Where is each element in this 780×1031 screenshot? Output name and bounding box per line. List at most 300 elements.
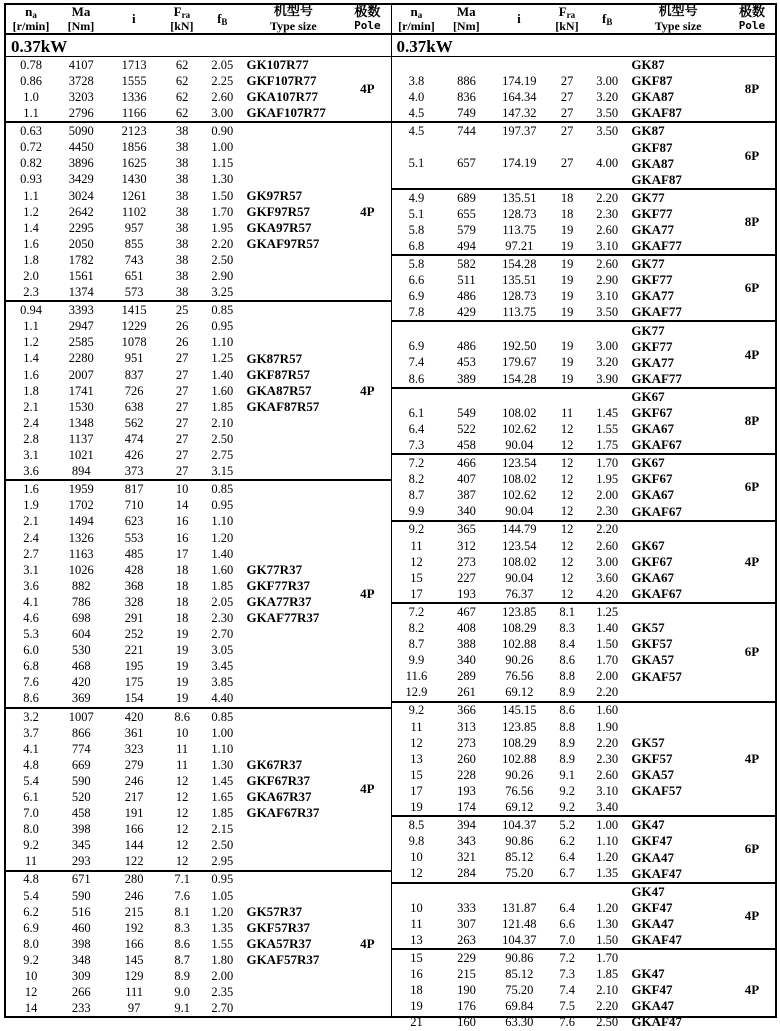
column-header-fb-symbol: $f_B$ [217,10,228,27]
column-header-type-unit: Type size [654,18,702,33]
cell-na: 2.3 [23,285,39,300]
cell-na: 13 [410,751,423,766]
cell-ma: 343 [457,834,476,849]
cell-i: 1856 [121,140,147,155]
cell-na: 9.2 [23,838,39,853]
cell-ma: 494 [457,238,476,253]
cell-ma: 215 [457,966,476,981]
cell-na: 19 [410,800,423,814]
cell-fra: 8.3 [559,620,575,635]
table-row [6,447,242,463]
type-and-pole-columns [242,123,390,300]
type-size-label: GKA57 [631,652,674,668]
type-size-label: GKF87 [631,139,673,155]
data-block [392,190,776,256]
cell-i: 361 [124,725,144,740]
cell-fra: 18 [560,190,574,205]
table-row [392,982,628,998]
type-size-list [627,389,729,453]
type-size-column [242,709,344,870]
type-size-list [627,322,729,386]
type-size-label: GKF47 [631,899,673,915]
cell-na: 6.1 [408,405,425,420]
cell-ma: 2050 [68,236,94,251]
numeric-columns [392,703,628,816]
cell-na: 3.1 [23,448,39,463]
column-header-type-symbol: 机型号 [658,4,698,19]
column-header-ma [441,5,491,33]
cell-ma: 387 [457,488,476,503]
table-row [6,642,242,658]
table-row [392,849,628,865]
table-row [392,123,628,139]
cell-fb: 3.00 [596,73,619,88]
cell-ma: 774 [71,741,91,756]
type-and-pole-columns [627,57,775,121]
cell-ma: 1007 [68,709,94,724]
cell-ma: 590 [71,888,91,903]
column-header-pole-symbol: 极数 [354,4,381,20]
cell-i: 164.34 [502,89,537,104]
numeric-columns [392,322,628,386]
cell-ma: 398 [71,936,91,951]
cell-i: 97 [127,1001,141,1016]
pole-count-label: 6P [744,147,760,163]
cell-fb: 2.90 [211,269,234,283]
table-row [392,206,628,222]
cell-i: 1713 [121,57,147,72]
cell-na: 8.2 [408,472,425,487]
cell-fb: 1.40 [211,367,234,382]
table-row [392,105,628,121]
type-size-label: GKF57 [631,750,673,766]
type-and-pole-columns [627,950,775,1030]
type-size-label: GK47 [631,966,665,982]
column-header-fra [162,5,202,33]
cell-na: 7.3 [408,437,425,452]
cell-ma: 263 [457,932,476,947]
numeric-columns [392,884,628,948]
cell-ma: 671 [71,872,91,887]
cell-ma: 698 [71,610,91,625]
cell-fra: 8.9 [559,751,575,766]
cell-i: 147.32 [502,106,537,121]
cell-na: 3.7 [23,725,39,740]
cell-i: 102.62 [502,488,537,503]
type-size-column [242,302,344,479]
cell-na: 10 [24,969,38,984]
cell-fra: 27 [175,351,189,366]
cell-fb: 1.30 [211,757,234,772]
cell-fra: 27 [175,431,189,446]
cell-i: 1229 [121,319,147,334]
type-size-list [627,538,729,602]
cell-fb: 3.20 [596,89,619,104]
type-size-label: GK67R37 [246,757,303,773]
type-size-label: GK67 [631,455,665,471]
cell-na: 4.1 [23,741,39,756]
cell-i: 144.79 [502,522,537,537]
cell-na: 0.93 [20,172,42,187]
cell-ma: 866 [71,725,91,740]
cell-fb: 2.30 [596,504,619,519]
cell-fb: 1.30 [596,916,619,931]
cell-fra: 38 [175,236,189,251]
cell-na: 11 [410,916,423,931]
cell-i: 420 [124,709,144,724]
cell-ma: 590 [71,773,91,788]
cell-fb: 1.55 [211,936,234,951]
cell-fb: 2.20 [596,522,619,537]
column-header-fra-symbol: $F_{ra}$ [173,4,191,20]
cell-fb: 3.00 [211,106,234,121]
cell-i: 104.37 [502,818,537,833]
data-block [392,57,776,123]
data-block [392,455,776,521]
cell-ma: 3896 [68,156,94,171]
cell-fb: 2.20 [596,190,619,205]
table-row [392,817,628,833]
cell-i: 426 [124,448,144,463]
cell-i: 123.85 [502,719,537,734]
column-header-ma-symbol: Ma [71,4,91,19]
table-row [6,920,242,936]
cell-na: 1.0 [23,89,39,104]
data-block [392,522,776,604]
numeric-columns [392,123,628,187]
cell-fb: 0.90 [211,124,234,139]
type-size-label: GKF47 [631,982,673,998]
type-size-label: GKAF57R37 [246,952,320,968]
cell-fb: 1.05 [211,888,234,903]
table-row [392,272,628,288]
cell-na: 4.8 [23,872,39,887]
cell-na: 5.4 [23,773,39,788]
table-row [6,481,242,497]
type-size-label: GKAF67R37 [246,805,320,821]
table-row [392,932,628,948]
cell-fb: 4.20 [596,586,619,601]
left-table-header [6,5,391,35]
type-size-label: GK47 [631,817,665,833]
type-size-label: GKF47 [631,833,673,849]
cell-i: 1336 [121,89,147,104]
cell-ma: 460 [71,920,91,935]
type-size-label: GKAF67 [631,437,682,453]
cell-fb: 2.90 [596,273,619,287]
cell-fra: 27 [560,124,574,139]
cell-fra: 7.0 [559,932,575,947]
column-header-na [392,5,442,33]
table-row [6,351,242,367]
cell-ma: 4450 [68,140,94,155]
cell-na: 8.5 [408,818,425,833]
cell-ma: 579 [457,222,476,237]
type-size-label: GKA67 [631,569,674,585]
cell-fra: 18 [175,562,189,577]
cell-fb: 2.30 [596,206,619,221]
cell-fra: 38 [175,156,189,171]
cell-i: 291 [124,610,144,625]
cell-ma: 3429 [68,172,94,187]
cell-na: 2.8 [23,431,39,446]
cell-i: 2123 [121,124,147,139]
cell-i: 76.37 [505,586,534,601]
cell-na: 12 [410,735,423,750]
cell-fb: 4.40 [211,691,234,706]
table-row [6,139,242,155]
table-row [392,668,628,684]
table-row [392,339,628,355]
type-size-column [627,256,729,320]
numeric-columns [392,522,628,602]
table-row [6,399,242,415]
cell-ma: 312 [457,538,476,553]
right-table [391,3,778,1030]
cell-fra: 62 [175,73,189,88]
cell-fb: 3.90 [596,371,619,386]
table-row [6,691,242,707]
cell-i: 75.20 [505,983,534,998]
cell-i: 102.88 [502,637,537,652]
cell-na: 2.1 [23,399,39,414]
cell-ma: 190 [457,983,476,998]
right-table-header [392,5,776,35]
cell-ma: 228 [457,767,476,782]
type-size-label: GKA67 [631,421,674,437]
cell-fb: 2.30 [596,751,619,766]
cell-i: 1415 [121,303,147,318]
table-row [392,833,628,849]
table-row [392,685,628,701]
type-and-pole-columns [627,322,775,386]
type-size-list [242,562,344,626]
cell-i: 85.12 [505,966,534,981]
cell-na: 1.6 [23,482,39,497]
cell-ma: 266 [71,985,91,1000]
type-size-column [242,123,344,300]
numeric-columns [392,57,628,121]
cell-fra: 18 [175,610,189,625]
type-size-list [627,620,729,684]
cell-ma: 894 [71,464,91,479]
cell-i: 1078 [121,335,147,350]
cell-ma: 340 [457,504,476,519]
cell-fb: 3.45 [211,659,234,674]
cell-fb: 1.10 [211,514,234,529]
cell-ma: 516 [71,904,91,919]
type-size-label: GKAF77 [631,370,682,386]
type-size-label: GKF87 [631,73,673,89]
cell-na: 4.0 [408,89,425,104]
cell-na: 15 [410,950,423,965]
cell-ma: 604 [71,627,91,642]
cell-fra: 38 [175,188,189,203]
table-row [392,238,628,254]
cell-fra: 12 [175,822,189,837]
cell-ma: 886 [457,73,476,88]
cell-na: 1.2 [23,204,39,219]
cell-ma: 466 [457,456,476,471]
table-row [392,636,628,652]
cell-na: 1.1 [23,188,39,203]
cell-ma: 5090 [68,124,94,139]
type-size-label: GKAF57 [631,783,682,799]
pole-count-label: 6P [744,280,760,296]
table-row [392,900,628,916]
cell-na: 8.2 [408,620,425,635]
table-row [392,703,628,719]
type-size-label: GKA87R57 [246,382,312,398]
cell-fb: 1.35 [211,920,234,935]
data-block [392,703,776,818]
cell-i: 69.12 [505,685,534,700]
type-and-pole-columns [242,481,390,706]
column-header-fb-subscript: B [221,16,228,27]
type-size-label: GK77 [631,189,665,205]
cell-i: 166 [124,822,144,837]
cell-fra: 18 [560,206,574,221]
type-size-label: GKA57R37 [246,936,312,952]
type-size-label: GKA47 [631,998,674,1014]
table-row [392,620,628,636]
cell-fra: 9.0 [174,985,190,1000]
cell-ma: 176 [457,999,476,1014]
cell-i: 102.88 [502,751,537,766]
cell-fb: 2.05 [211,594,234,609]
cell-i: 246 [124,888,144,903]
cell-ma: 429 [457,305,476,320]
cell-ma: 1561 [68,269,94,283]
cell-i: 174.19 [502,156,537,171]
cell-fra: 38 [175,140,189,155]
table-row [6,658,242,674]
cell-fra: 6.4 [559,850,575,865]
table-row [6,789,242,805]
cell-na: 9.2 [408,703,425,718]
cell-fb: 2.00 [596,488,619,503]
pole-count-label: 4P [360,203,375,219]
cell-fb: 0.85 [211,303,234,318]
cell-fra: 38 [175,204,189,219]
cell-fb: 0.85 [211,482,234,497]
cell-i: 428 [124,562,144,577]
cell-na: 3.2 [23,709,39,724]
cell-na: 5.1 [408,156,425,171]
cell-na: 7.8 [408,305,425,320]
cell-i: 128.73 [502,206,537,221]
type-size-label: GKAF77R37 [246,610,320,626]
type-size-column [627,950,729,1030]
type-size-label: GKA87 [631,89,674,105]
numeric-columns [6,302,242,479]
cell-i: 179.67 [502,355,537,370]
cell-na: 12.9 [405,685,428,700]
cell-fra: 12 [560,472,574,487]
cell-fra: 25 [175,303,189,318]
cell-na: 1.1 [23,319,39,334]
cell-i: 90.26 [505,767,534,782]
cell-fb: 1.10 [211,335,234,350]
cell-fra: 19 [560,371,574,386]
cell-fra: 19 [560,256,574,271]
cell-fb: 1.80 [211,952,234,967]
type-size-list [627,256,729,320]
type-size-column [627,190,729,254]
pole-count-label: 4P [360,382,375,398]
cell-i: 76.56 [505,669,534,684]
table-row [392,222,628,238]
table-row [392,322,628,338]
cell-na: 15 [410,767,423,782]
pole-count-label: 4P [360,936,375,952]
type-size-label: GK77 [631,256,665,272]
cell-ma: 398 [71,822,91,837]
table-row [6,431,242,447]
type-size-label: GKF57R37 [246,920,311,935]
cell-fra: 19 [560,305,574,320]
data-block [6,872,391,1017]
table-row [392,371,628,387]
table-row [392,455,628,471]
numeric-columns [6,709,242,870]
type-size-label: GKA77 [631,288,674,304]
column-header-pole [729,6,775,33]
column-header-ma [56,5,106,33]
cell-fb: 1.50 [596,637,619,652]
table-row [392,966,628,982]
table-row [392,735,628,751]
cell-na: 11 [25,854,38,869]
cell-ma: 1741 [68,383,94,398]
type-size-list [627,190,729,254]
type-and-pole-columns [627,256,775,320]
data-block [6,709,391,872]
type-size-label: GK57 [631,734,665,750]
cell-ma: 289 [457,669,476,684]
table-row [392,767,628,783]
cell-fra: 17 [175,546,189,561]
pole-count-label: 6P [744,644,760,660]
data-block [392,884,776,950]
cell-na: 12 [410,866,423,881]
table-row [6,757,242,773]
numeric-columns [392,256,628,320]
table-row [392,950,628,966]
cell-na: 3.6 [23,464,39,479]
cell-fb: 2.30 [211,610,234,625]
cell-ma: 261 [457,685,476,700]
cell-fra: 9.1 [559,767,575,782]
cell-ma: 260 [457,751,476,766]
cell-na: 4.5 [408,106,425,121]
cell-ma: 1326 [68,530,94,545]
cell-i: 474 [124,431,144,446]
cell-fra: 12 [560,488,574,503]
cell-i: 951 [124,351,144,366]
cell-fb: 1.50 [211,188,234,203]
type-size-column [627,389,729,453]
cell-i: 553 [124,530,144,545]
table-row [392,751,628,767]
cell-fra: 38 [175,252,189,267]
cell-fra: 7.6 [174,888,190,903]
cell-fb: 3.10 [596,783,619,798]
cell-fra: 8.3 [174,920,190,935]
cell-fb: 1.95 [211,220,234,235]
type-size-label: GK47 [631,883,665,899]
cell-fra: 12 [560,504,574,519]
